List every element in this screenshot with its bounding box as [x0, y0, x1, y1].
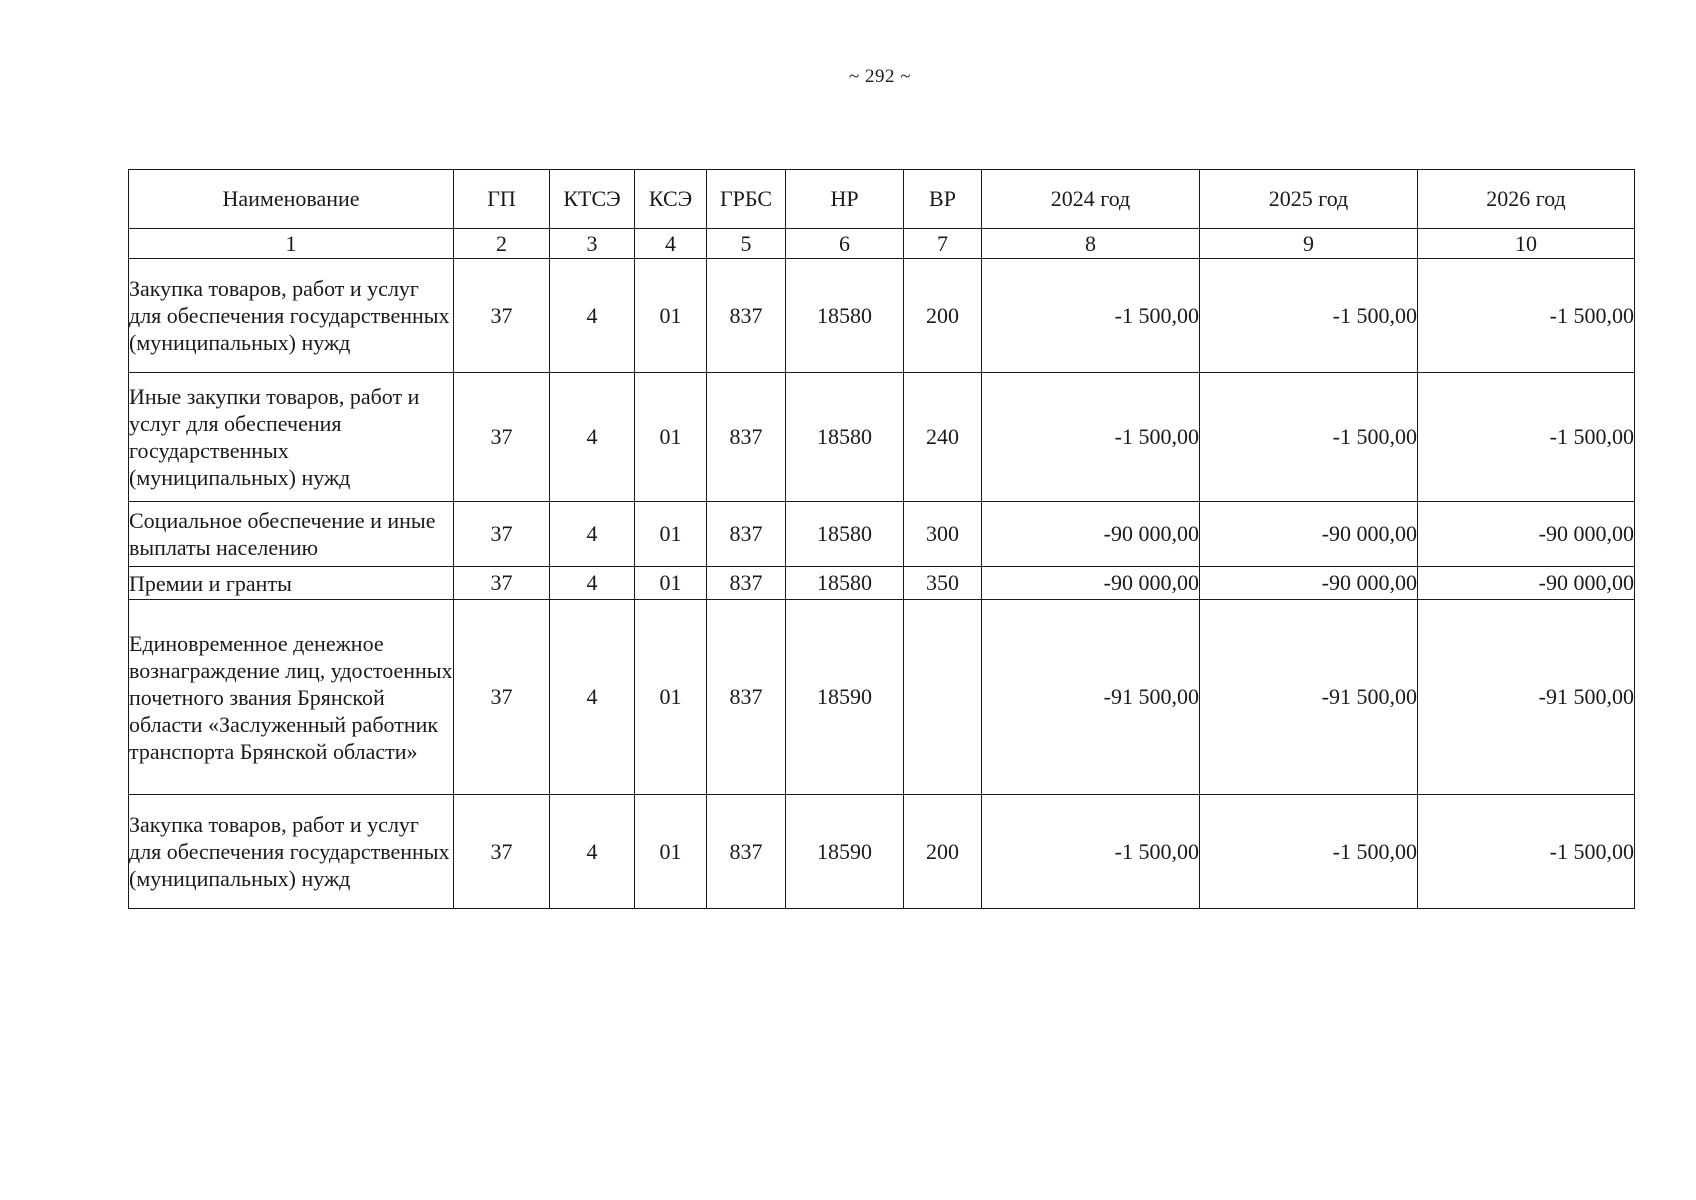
row-amount-2026: -90 000,00 — [1418, 567, 1635, 600]
row-ktse: 4 — [550, 502, 635, 567]
row-ktse: 4 — [550, 600, 635, 795]
header-2025: 2025 год — [1200, 170, 1418, 229]
row-amount-2025: -1 500,00 — [1200, 259, 1418, 373]
row-nr: 18590 — [786, 795, 904, 909]
row-name: Социальное обеспечение и иные выплаты населению — [129, 502, 454, 567]
header-2024: 2024 год — [982, 170, 1200, 229]
table-row — [129, 600, 1635, 795]
row-vr — [904, 600, 982, 795]
row-kse: 01 — [635, 795, 707, 909]
row-nr: 18580 — [786, 502, 904, 567]
header-kse: КСЭ — [635, 170, 707, 229]
row-ktse: 4 — [550, 259, 635, 373]
budget-table — [128, 169, 1635, 909]
row-ktse: 4 — [550, 567, 635, 600]
table-row — [129, 373, 1635, 502]
row-amount-2026: -91 500,00 — [1418, 600, 1635, 795]
row-grbs: 837 — [707, 259, 786, 373]
row-grbs: 837 — [707, 600, 786, 795]
header-nr: НР — [786, 170, 904, 229]
row-name: Иные закупки товаров, работ и услуг для обеспечения государственных (муниципальных) нужд — [129, 373, 454, 502]
row-amount-2025: -1 500,00 — [1200, 373, 1418, 502]
row-ktse: 4 — [550, 795, 635, 909]
page-number: ~ 292 ~ — [848, 66, 912, 87]
row-gp: 37 — [454, 567, 550, 600]
row-amount-2024: -1 500,00 — [982, 795, 1200, 909]
header-row — [129, 170, 1635, 229]
row-gp: 37 — [454, 795, 550, 909]
header-grbs: ГРБС — [707, 170, 786, 229]
row-name: Единовременное денежное вознаграждение лиц, удостоенных почетного звания Брянской области «Заслуженный работник транспорта Брянской области» — [129, 600, 454, 795]
row-vr: 350 — [904, 567, 982, 600]
row-ktse: 4 — [550, 373, 635, 502]
row-kse: 01 — [635, 600, 707, 795]
row-amount-2026: -1 500,00 — [1418, 795, 1635, 909]
table-row — [129, 502, 1635, 567]
row-amount-2026: -1 500,00 — [1418, 373, 1635, 502]
row-gp: 37 — [454, 373, 550, 502]
row-gp: 37 — [454, 600, 550, 795]
column-number: 7 — [904, 229, 982, 259]
column-number: 3 — [550, 229, 635, 259]
row-nr: 18590 — [786, 600, 904, 795]
row-kse: 01 — [635, 502, 707, 567]
column-number: 1 — [129, 229, 454, 259]
header-2026: 2026 год — [1418, 170, 1635, 229]
row-vr: 300 — [904, 502, 982, 567]
column-number: 10 — [1418, 229, 1635, 259]
header-ktse: КТСЭ — [550, 170, 635, 229]
row-amount-2025: -91 500,00 — [1200, 600, 1418, 795]
row-kse: 01 — [635, 259, 707, 373]
row-nr: 18580 — [786, 259, 904, 373]
row-vr: 200 — [904, 259, 982, 373]
row-gp: 37 — [454, 502, 550, 567]
row-vr: 240 — [904, 373, 982, 502]
header-vr: ВР — [904, 170, 982, 229]
row-amount-2024: -1 500,00 — [982, 259, 1200, 373]
row-amount-2026: -90 000,00 — [1418, 502, 1635, 567]
row-grbs: 837 — [707, 502, 786, 567]
row-grbs: 837 — [707, 567, 786, 600]
row-nr: 18580 — [786, 567, 904, 600]
header-gp: ГП — [454, 170, 550, 229]
column-number: 6 — [786, 229, 904, 259]
column-number-row — [129, 229, 1635, 259]
row-kse: 01 — [635, 373, 707, 502]
row-amount-2024: -91 500,00 — [982, 600, 1200, 795]
column-number: 2 — [454, 229, 550, 259]
row-gp: 37 — [454, 259, 550, 373]
row-amount-2026: -1 500,00 — [1418, 259, 1635, 373]
column-number: 4 — [635, 229, 707, 259]
row-amount-2024: -90 000,00 — [982, 567, 1200, 600]
row-amount-2025: -90 000,00 — [1200, 502, 1418, 567]
row-kse: 01 — [635, 567, 707, 600]
table-row — [129, 259, 1635, 373]
table-row — [129, 567, 1635, 600]
row-grbs: 837 — [707, 795, 786, 909]
column-number: 8 — [982, 229, 1200, 259]
header-name: Наименование — [129, 170, 454, 229]
column-number: 9 — [1200, 229, 1418, 259]
row-amount-2024: -1 500,00 — [982, 373, 1200, 502]
row-nr: 18580 — [786, 373, 904, 502]
row-amount-2024: -90 000,00 — [982, 502, 1200, 567]
row-amount-2025: -90 000,00 — [1200, 567, 1418, 600]
row-name: Премии и гранты — [129, 567, 454, 600]
row-name: Закупка товаров, работ и услуг для обеспечения государственных (муниципальных) нужд — [129, 795, 454, 909]
row-vr: 200 — [904, 795, 982, 909]
row-amount-2025: -1 500,00 — [1200, 795, 1418, 909]
table-row — [129, 795, 1635, 909]
row-name: Закупка товаров, работ и услуг для обеспечения государственных (муниципальных) нужд — [129, 259, 454, 373]
column-number: 5 — [707, 229, 786, 259]
row-grbs: 837 — [707, 373, 786, 502]
